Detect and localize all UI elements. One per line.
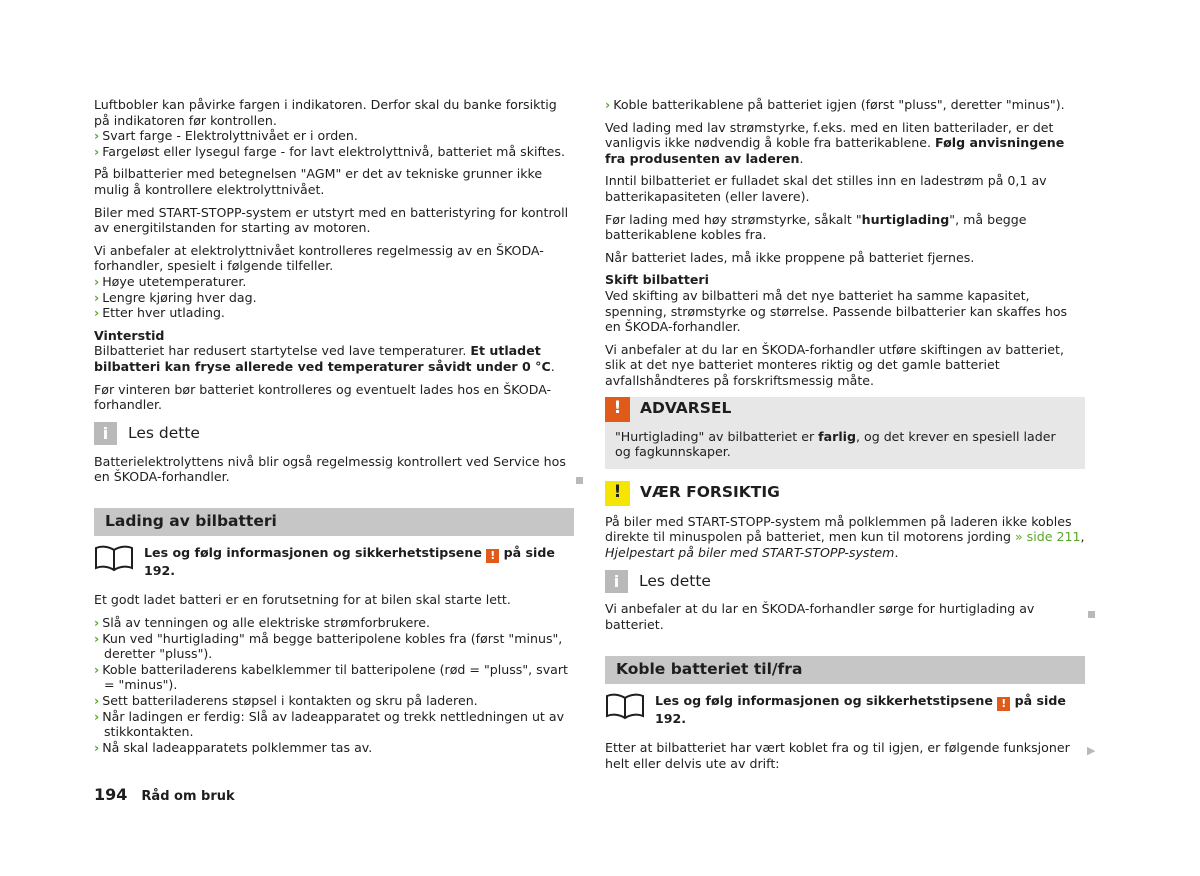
list-item: › Kun ved "hurtiglading" må begge batteripolene kobles fra (først "minus", deretter "pluss"). xyxy=(94,630,563,662)
paragraph-recommend: Vi anbefaler at elektrolyttnivået kontrolleres regelmessig av en ŠKODA-forhandler, spesielt i følgende tilfeller. xyxy=(94,242,544,274)
list-item: › Høye utetemperaturer. xyxy=(94,273,247,289)
paragraph-full-charge: Inntil bilbatteriet er fulladet skal det stilles inn en ladestrøm på 0,1 av batterikapasiteten (eller lavere). xyxy=(605,173,1047,204)
info-icon: i xyxy=(605,570,628,593)
winter-heading: Vinterstid xyxy=(94,327,165,343)
chevron-icon: › xyxy=(94,630,100,646)
warning-icon: ! xyxy=(997,697,1010,711)
section-end-marker xyxy=(1088,611,1095,618)
warning-header xyxy=(605,397,1085,422)
paragraph-disconnect: Etter at bilbatteriet har vært koblet fra og til igjen, er følgende funksjoner helt eller delvis ute av drift: xyxy=(605,740,1070,771)
chevron-icon: › xyxy=(94,739,100,755)
page-number: 194 xyxy=(94,785,128,804)
reconnect-list xyxy=(605,97,1085,113)
read-reference-page: på side 192. xyxy=(144,544,555,578)
chevron-icon: › xyxy=(94,708,100,724)
list-item: › Sett batteriladerens støpsel i kontakten og skru på laderen. xyxy=(94,693,478,709)
caution-icon: ! xyxy=(605,481,630,506)
chevron-icon: › xyxy=(94,128,100,144)
list-item: › Koble batteriladerens kabelklemmer til batteripolene (rød = "pluss", svart = "minus"). xyxy=(94,661,568,693)
warning-box xyxy=(605,397,1085,469)
read-reference-text: Les og følg informasjonen og sikkerhetstipsene xyxy=(144,544,482,560)
list-item: › Svart farge - Elektrolyttnivået er i orden. xyxy=(94,128,358,144)
paragraph-start-stop: Biler med START-STOPP-system er utstyrt med en batteristyring for kontroll av energitilstanden for starting av motoren. xyxy=(94,204,569,236)
chevron-icon: › xyxy=(94,289,100,305)
right-column xyxy=(605,97,1085,778)
read-reference xyxy=(605,692,1085,727)
section-end-marker xyxy=(576,477,583,484)
paragraph-air-bubbles: Luftbobler kan påvirke fargen i indikatoren. Derfor skal du banke forsiktig på indikatoren før kontrollen. xyxy=(94,97,557,128)
read-reference-text: Les og følg informasjonen og sikkerhetstipsene xyxy=(655,692,993,708)
book-icon xyxy=(605,692,645,720)
read-reference-page: på side 192. xyxy=(655,692,1066,726)
paragraph-replace-2: Vi anbefaler at du lar en ŠKODA-forhandler utføre skiftingen av batteriet, slik at det nye batteriet monteres riktig og det gamle batteriet avfallshåndteres på forskriftsmessig måte. xyxy=(605,341,1064,388)
list-item: › Nå skal ladeapparatets polklemmer tas av. xyxy=(94,739,373,755)
paragraph-high-current: Før lading med høy strømstyrke, såkalt "hurtiglading", må begge batterikablene kobles fra. xyxy=(605,211,1027,243)
caution-title: VÆR FORSIKTIG xyxy=(640,483,780,502)
note-title: Les dette xyxy=(128,423,200,442)
list-item: › Slå av tenningen og alle elektriske strømforbrukere. xyxy=(94,615,431,631)
paragraph-agm: På bilbatterier med betegnelsen "AGM" er det av tekniske grunner ikke mulig å kontrollere elektrolyttnivået. xyxy=(94,166,543,197)
note-text: Vi anbefaler at du lar en ŠKODA-forhandler sørge for hurtiglading av batteriet. xyxy=(605,601,1035,633)
left-column xyxy=(94,97,574,762)
page-link[interactable]: » side 211 xyxy=(1014,529,1081,545)
note-text: Batterielektrolyttens nivå blir også regelmessig kontrollert ved Service hos en ŠKODA-forhandler. xyxy=(94,453,566,485)
note-title: Les dette xyxy=(639,571,711,590)
chevron-icon: › xyxy=(605,97,611,112)
note-header xyxy=(605,569,1085,593)
cases-list xyxy=(94,274,574,321)
indicator-list xyxy=(94,128,574,159)
paragraph-winter-2: Før vinteren bør batteriet kontrolleres og eventuelt lades hos en ŠKODA-forhandler. xyxy=(94,381,552,413)
list-item: › Lengre kjøring hver dag. xyxy=(94,289,257,305)
caution-header xyxy=(605,481,1085,506)
replace-heading: Skift bilbatteri xyxy=(605,272,709,288)
warning-title: ADVARSEL xyxy=(640,399,732,418)
list-item: › Når ladingen er ferdig: Slå av ladeapparatet og trekk nettledningen ut av stikkontakten. xyxy=(94,708,565,740)
paragraph-winter: Bilbatteriet har redusert startytelse ved lave temperaturer. Et utladet bilbatteri kan fryse allerede ved temperaturer såvidt under 0 °C. xyxy=(94,343,555,374)
footer-section: Råd om bruk xyxy=(141,789,235,804)
chevron-icon: › xyxy=(94,693,100,709)
read-reference xyxy=(94,544,574,579)
chevron-icon: › xyxy=(94,273,100,289)
chevron-icon: › xyxy=(94,615,100,631)
chevron-icon: › xyxy=(94,305,100,321)
paragraph-replace: Ved skifting av bilbatteri må det nye batteriet ha samme kapasitet, spenning, strømstyrke og størrelse. Passende bilbatterier kan skaffes hos en ŠKODA-forhandler. xyxy=(605,287,1068,335)
warning-icon: ! xyxy=(486,549,499,563)
paragraph-charged: Et godt ladet batteri er en forutsetning for at bilen skal starte lett. xyxy=(94,592,511,608)
list-item: › Etter hver utlading. xyxy=(94,305,225,321)
section-title-connect: Koble batteriet til/fra xyxy=(605,656,1085,684)
chevron-icon: › xyxy=(94,143,100,159)
info-icon: i xyxy=(94,422,117,445)
list-item: › Fargeløst eller lysegul farge - for lavt elektrolyttnivå, batteriet må skiftes. xyxy=(94,143,565,159)
caution-text: På biler med START-STOPP-system må polklemmen på laderen ikke kobles direkte til minuspolen på batteriet, men kun til motorens jording » side 211, Hjelpestart på biler med START-STOPP-system. xyxy=(605,513,1085,560)
warning-text: "Hurtiglading" av bilbatteriet er farlig, og det krever en spesiell lader og fagkunnskaper. xyxy=(615,428,1056,460)
note-header xyxy=(94,422,574,446)
chevron-icon: › xyxy=(94,661,100,677)
continue-icon: ▶ xyxy=(1087,744,1096,757)
page-footer xyxy=(94,787,235,805)
book-icon xyxy=(94,544,134,572)
warning-icon: ! xyxy=(605,397,630,422)
charging-steps-list xyxy=(94,615,574,755)
paragraph-plugs: Når batteriet lades, må ikke proppene på batteriet fjernes. xyxy=(605,249,975,265)
list-item: › Koble batterikablene på batteriet igjen (først "pluss", deretter "minus"). xyxy=(605,97,1065,112)
paragraph-low-current: Ved lading med lav strømstyrke, f.eks. med en liten batterilader, er det vanligvis ikke nødvendig å koble fra batterikablene. Følg anvisningene fra produsenten av laderen. xyxy=(605,119,1065,166)
section-title-charging: Lading av bilbatteri xyxy=(94,508,574,536)
